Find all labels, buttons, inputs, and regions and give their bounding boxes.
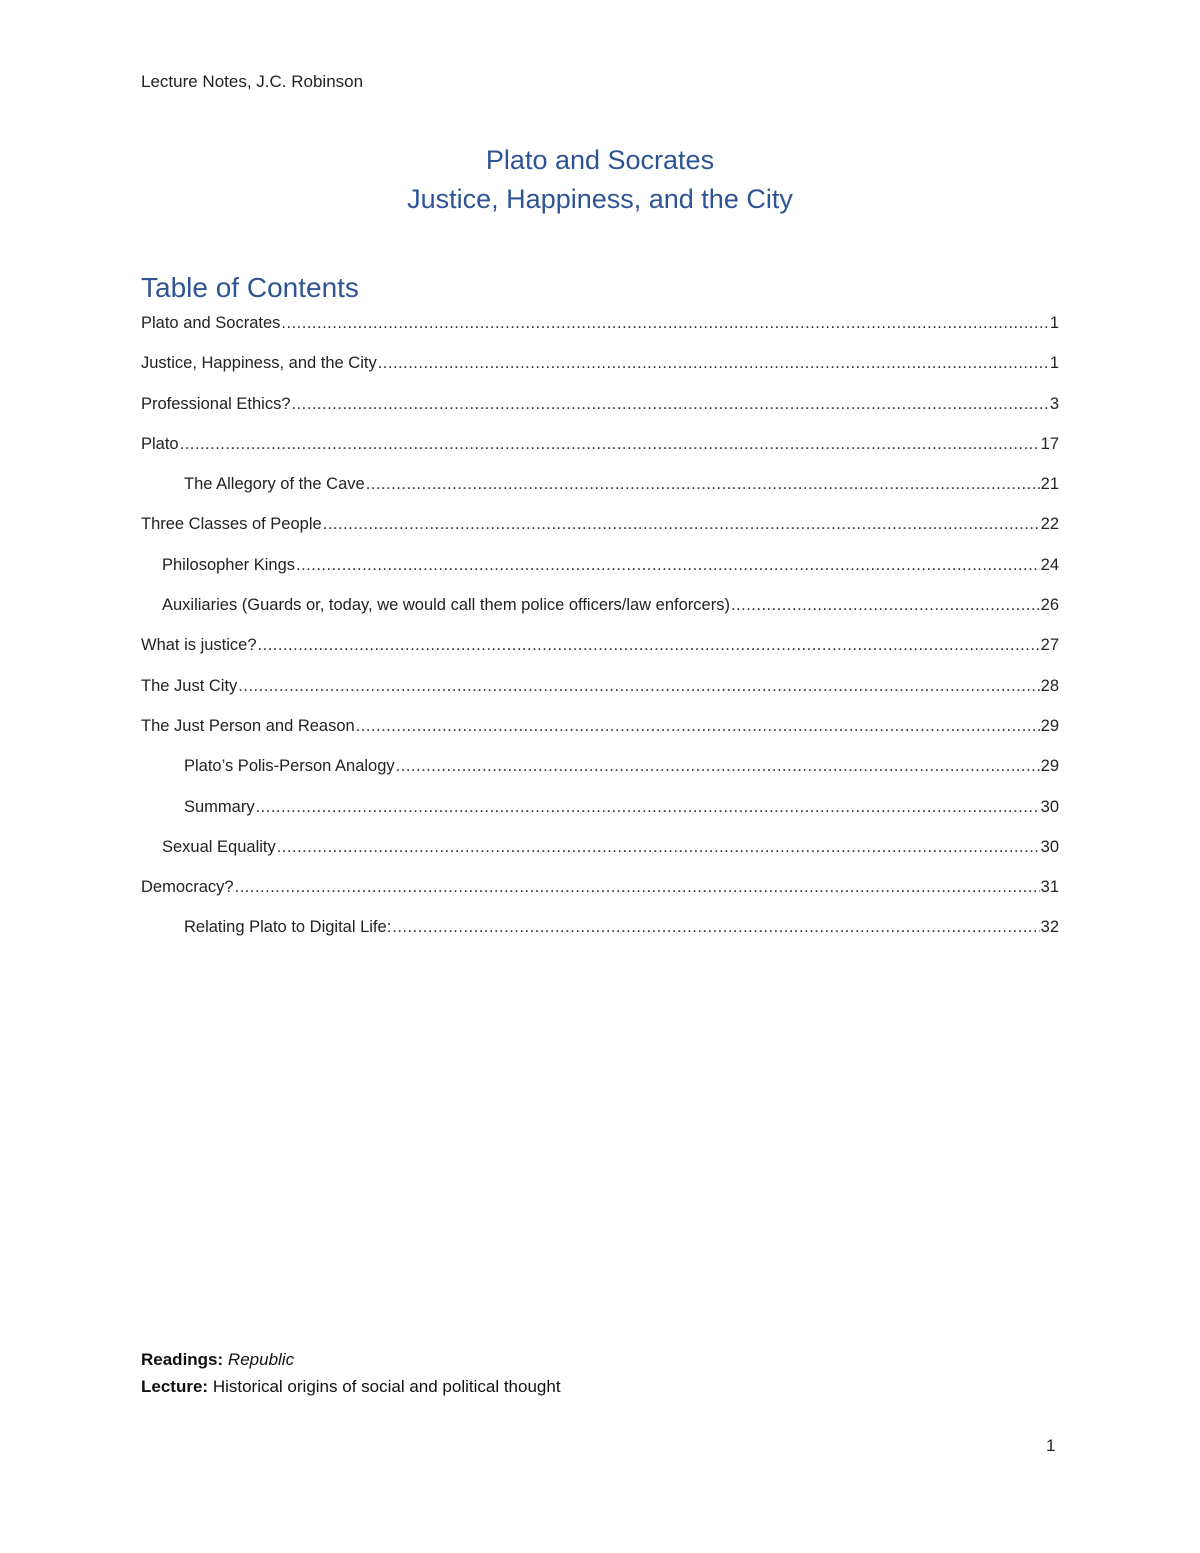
toc-dot-leader	[392, 918, 1039, 937]
toc-entry-title: Professional Ethics?	[141, 394, 291, 413]
toc-entry[interactable]	[141, 596, 1059, 636]
toc-entry-page: 1	[1049, 314, 1059, 332]
toc-entry-title: Philosopher Kings	[162, 555, 295, 574]
toc-dot-leader	[356, 717, 1040, 736]
toc-entry-title: Plato and Socrates	[141, 314, 281, 332]
toc-dot-leader	[366, 475, 1040, 494]
toc-entry[interactable]	[141, 475, 1059, 515]
toc-dot-leader	[235, 878, 1040, 897]
toc-entry-title: Three Classes of People	[141, 515, 322, 534]
toc-entry-page: 28	[1040, 676, 1059, 695]
lecture-line	[141, 1377, 561, 1397]
toc-dot-leader	[323, 515, 1040, 534]
toc-entry[interactable]	[141, 838, 1059, 878]
running-header: Lecture Notes, J.C. Robinson	[141, 72, 364, 91]
lecture-label: Lecture:	[141, 1377, 209, 1396]
toc-entry[interactable]	[141, 314, 1059, 354]
toc-entry-title: Justice, Happiness, and the City	[141, 354, 377, 373]
toc-entry[interactable]	[141, 717, 1059, 757]
toc-entry[interactable]	[141, 515, 1059, 555]
toc-entry-title: The Just City	[141, 676, 238, 695]
toc-entry-page: 21	[1040, 475, 1059, 494]
readings-label: Readings:	[141, 1350, 224, 1369]
toc-entry-title: The Allegory of the Cave	[184, 475, 365, 494]
toc-dot-leader	[378, 354, 1049, 373]
toc-entry-title: Relating Plato to Digital Life:	[184, 918, 392, 937]
toc-dot-leader	[277, 838, 1040, 857]
lecture-value: Historical origins of social and political thought	[212, 1377, 561, 1396]
toc-entry-title: Sexual Equality	[162, 837, 276, 856]
page-number: 1	[1046, 1436, 1056, 1455]
toc-entry[interactable]	[141, 636, 1059, 676]
toc-entry-page: 24	[1040, 555, 1059, 574]
toc-heading: Table of Contents	[141, 272, 359, 303]
toc-dot-leader	[281, 314, 1048, 333]
toc-dot-leader	[238, 677, 1039, 696]
toc-entry-page: 1	[1049, 354, 1059, 373]
table-of-contents	[141, 314, 1059, 959]
toc-dot-leader	[292, 395, 1049, 414]
toc-entry-title: Auxiliaries (Guards or, today, we would call them police officers/law enforcers)	[162, 596, 730, 615]
toc-entry-page: 3	[1049, 394, 1059, 413]
toc-entry-page: 26	[1040, 596, 1059, 615]
toc-entry[interactable]	[141, 918, 1059, 958]
toc-entry-page: 31	[1040, 878, 1059, 897]
readings-line	[141, 1350, 294, 1370]
toc-entry[interactable]	[141, 677, 1059, 717]
toc-entry[interactable]	[141, 395, 1059, 435]
toc-entry-page: 29	[1040, 757, 1059, 776]
toc-dot-leader	[731, 596, 1040, 615]
toc-dot-leader	[256, 798, 1040, 817]
toc-dot-leader	[296, 556, 1040, 575]
toc-entry[interactable]	[141, 354, 1059, 394]
toc-entry[interactable]	[141, 878, 1059, 918]
toc-entry-title: Plato	[141, 434, 179, 453]
document-subtitle: Justice, Happiness, and the City	[407, 184, 793, 214]
toc-dot-leader	[180, 435, 1040, 454]
toc-entry-page: 27	[1040, 636, 1059, 655]
toc-entry[interactable]	[141, 757, 1059, 797]
toc-entry-page: 17	[1040, 434, 1059, 453]
toc-entry-page: 32	[1040, 918, 1059, 937]
toc-entry-page: 22	[1040, 515, 1059, 534]
toc-entry-title: The Just Person and Reason	[141, 716, 355, 735]
document-title: Plato and Socrates	[485, 145, 715, 175]
toc-dot-leader	[396, 757, 1040, 776]
toc-entry-page: 30	[1040, 837, 1059, 856]
toc-entry-title: Democracy?	[141, 878, 234, 897]
toc-dot-leader	[258, 636, 1040, 655]
toc-entry-title: What is justice?	[141, 636, 257, 655]
toc-entry-page: 30	[1040, 797, 1059, 816]
readings-value: Republic	[227, 1350, 295, 1369]
toc-entry-page: 29	[1040, 716, 1059, 735]
toc-entry-title: Summary	[184, 797, 255, 816]
toc-entry[interactable]	[141, 798, 1059, 838]
toc-entry[interactable]	[141, 556, 1059, 596]
toc-entry[interactable]	[141, 435, 1059, 475]
toc-entry-title: Plato’s Polis-Person Analogy	[184, 757, 395, 776]
